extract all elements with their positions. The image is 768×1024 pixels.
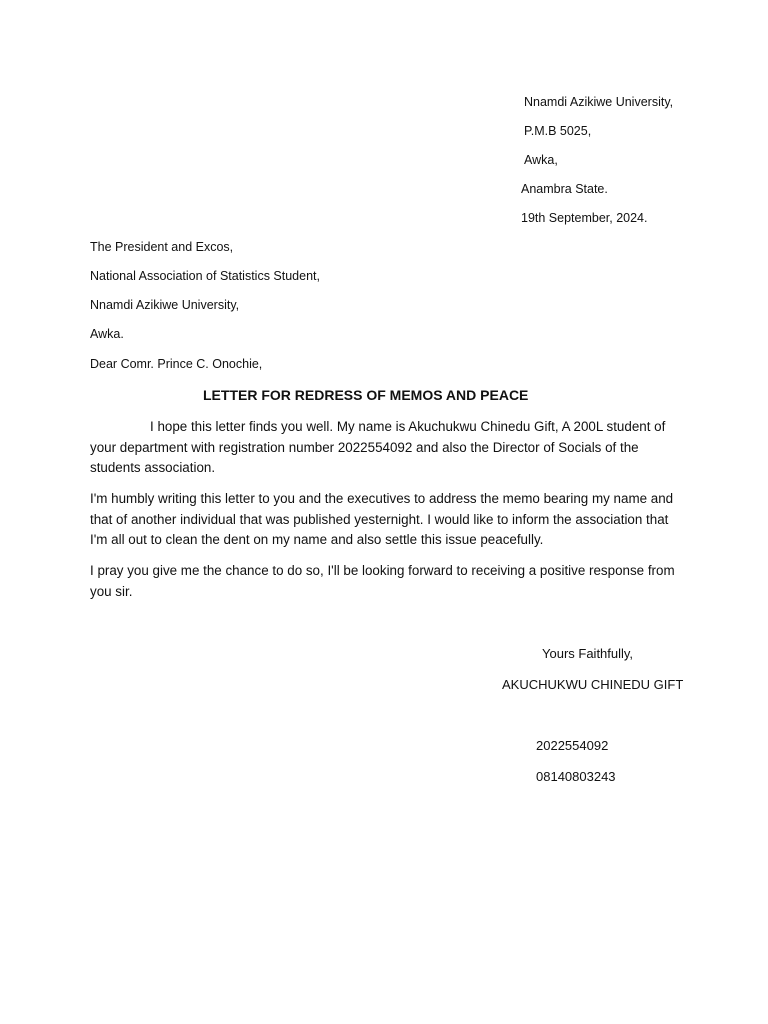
letter-title: LETTER FOR REDRESS OF MEMOS AND PEACE bbox=[203, 387, 529, 403]
body-paragraph-1 bbox=[90, 417, 680, 479]
body-paragraph-1-text: I hope this letter finds you well. My name is Akuchukwu Chinedu Gift, A 200L student of your department with registration number 2022554092 and also the Director of Socials of the students association. bbox=[90, 419, 666, 475]
letter-date: 19th September, 2024. bbox=[521, 211, 648, 225]
signatory-name: AKUCHUKWU CHINEDU GIFT bbox=[502, 677, 684, 692]
salutation: Dear Comr. Prince C. Onochie, bbox=[90, 357, 263, 371]
sender-address-line-2: P.M.B 5025, bbox=[524, 124, 592, 138]
signatory-phone: 08140803243 bbox=[536, 769, 616, 784]
body-paragraph-3: I pray you give me the chance to do so, I'll be looking forward to receiving a positive response from you sir. bbox=[90, 563, 675, 599]
valediction: Yours Faithfully, bbox=[542, 646, 634, 661]
recipient-line-3: Nnamdi Azikiwe University, bbox=[90, 298, 240, 312]
sender-address-line-4: Anambra State. bbox=[521, 182, 608, 196]
recipient-line-2: National Association of Statistics Student, bbox=[90, 269, 320, 283]
body-paragraph-2: I'm humbly writing this letter to you and the executives to address the memo bearing my name and that of another individual that was published yesternight. I would like to inform the association that I'm all out to clean the dent on my name and also settle this issue peacefully. bbox=[90, 491, 674, 547]
signatory-reg-number: 2022554092 bbox=[536, 738, 609, 753]
sender-address-line-3: Awka, bbox=[524, 153, 558, 167]
recipient-line-4: Awka. bbox=[90, 327, 124, 341]
sender-address-line-1: Nnamdi Azikiwe University, bbox=[524, 95, 674, 109]
recipient-line-1: The President and Excos, bbox=[90, 240, 234, 254]
